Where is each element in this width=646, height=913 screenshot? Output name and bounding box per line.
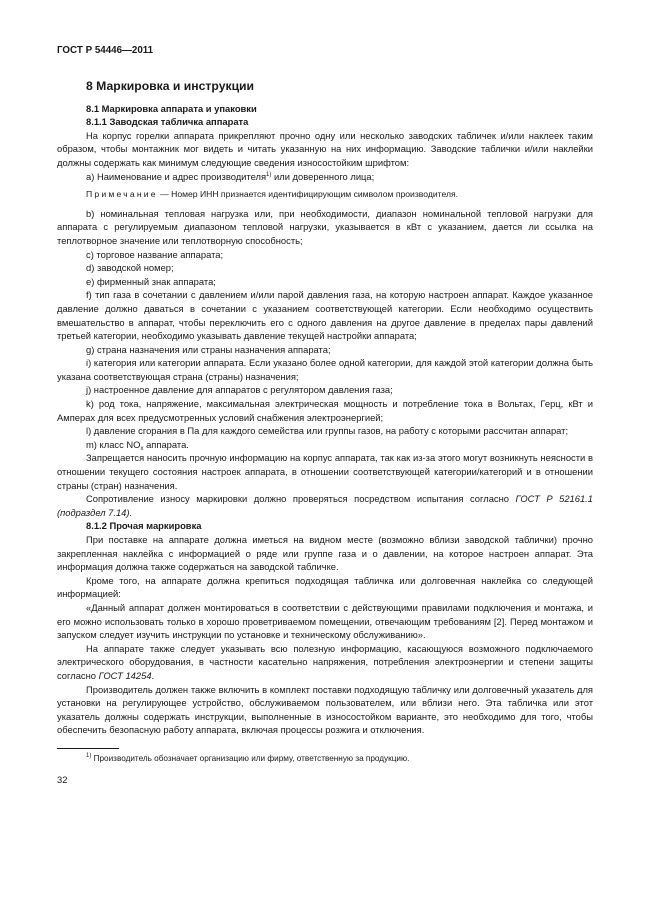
nox-subscript: x — [140, 445, 144, 452]
item-j: j) настроенное давление для аппаратов с регулятором давления газа; — [86, 384, 393, 396]
note-label: Примечание — [86, 189, 158, 200]
standard-reference: ГОСТ Р 52161.1 (подраздел 7.14). — [57, 493, 593, 518]
page-number: 32 — [57, 773, 68, 785]
subsection-8-1-2-heading: 8.1.2 Прочая маркировка — [86, 520, 202, 532]
note-text: — Номер ИНН признается идентифицирующим символом производителя. — [157, 189, 459, 200]
footnote-mark: 1) — [86, 752, 92, 759]
note — [57, 188, 593, 202]
useful-info-paragraph — [57, 642, 593, 683]
item-g: g) страна назначения или страны назначения аппарата; — [86, 343, 331, 355]
item-a-text-end: или доверенного лица; — [271, 170, 375, 182]
item-m-text-end: аппарата. — [143, 438, 189, 450]
quote-paragraph: «Данный аппарат должен монтироваться в соответствии с действующими правилами подключения и монтажа, и его можно использовать только в хорошо проветриваемом помещении, отвечающим требованиям [2]. Перед монтажом и запуском следует изучить инструкции по установке и техническому обслуживанию». — [57, 601, 593, 641]
forbid-paragraph: Запрещается наносить прочную информацию на корпус аппарата, так как из-за этого могут возникнуть неясности в отношении текущего состояния настроек аппарата, в отношении соответствующей категории/категорий и в отношении страны (стран) назначения. — [57, 452, 593, 491]
item-c: c) торговое название аппарата; — [86, 248, 224, 260]
supply-paragraph: При поставке на аппарате должна иметься на видном месте (возможно вблизи заводской таблички) прочно закрепленная наклейка с информацией о ряде или группе газа и о давлении, на которое настроен аппарат. Эта информация должна также содержаться на заводской табличке. — [57, 534, 593, 573]
useful-info-text: На аппарате также следует указывать всю полезную информацию, касающуюся возможного подключаемого электрического оборудования, в частности касательно напряжения, потребления электроэнергии и степени защиты согласно — [57, 642, 593, 681]
standard-reference-14254: ГОСТ 14254 — [98, 669, 152, 681]
item-m — [57, 438, 593, 452]
item-a — [57, 170, 593, 184]
item-b: b) номинальная тепловая нагрузка или, при необходимости, диапазон номинальной тепловой нагрузки для аппарата с регулируемым диапазоном тепловой нагрузки, указывается в кВт с указанием, дается ли ссылка на теплотворное значение или теплотворную способность; — [57, 207, 593, 246]
subsection-8-1-1-heading: 8.1.1 Заводская табличка аппарата — [86, 116, 249, 128]
item-m-text: m) класс NO — [86, 438, 141, 450]
manufacturer-paragraph: Производитель должен также включить в комплект поставки подходящую табличку или долговечный указатель для установки на регулирующее устройство, обслуживаемом пользователем, или вблизи него. Эта табличка или этот указатель должны содержать инструкции, выполненные в износостойком варианте, это необходимо для того, чтобы обеспечить безопасную работу аппарата, включая процессы розжига и отключения. — [57, 683, 593, 736]
footnote — [57, 753, 593, 764]
footnote-ref: 1) — [266, 171, 272, 178]
item-a-text: а) Наименование и адрес производителя — [86, 170, 267, 182]
document-id: ГОСТ Р 54446—2011 — [57, 45, 154, 56]
item-f: f) тип газа в сочетании с давлением и/или парой давления газа, на которую настроен аппарат. Каждое указанное давление должно даваться в сочетании с указанием соответствующей категории. Если необходимо осуществить вмешательство в аппарат, чтобы переключить его с одного давления на другое давление в пределах пары давлений третьей категории, необходимо указывать давление текущей настройки аппарата; — [57, 289, 593, 342]
resistance-text: Сопротивление износу маркировки должно проверяться посредством испытания согласно — [86, 493, 516, 505]
intro-paragraph: На корпус горелки аппарата прикрепляют прочно одну или несколько заводских табличек и/или наклеек таким образом, чтобы монтажник мог видеть и читать указанную на них информацию. Заводские таблички и/или наклейки должны содержать как минимум следующие сведения износостойким шрифтом: — [57, 129, 593, 168]
item-d: d) заводской номер; — [86, 262, 174, 274]
item-k: k) род тока, напряжение, максимальная электрическая мощность и потребление тока в Вольтах, Герц, кВт и Амперах для всех предусмотренных условий снабжения электроэнергией; — [57, 398, 593, 423]
useful-info-end: . — [151, 669, 155, 681]
section-title: 8 Маркировка и инструкции — [86, 78, 255, 93]
besides-paragraph: Кроме того, на аппарате должна крепиться подходящая табличка или долговечная наклейка со следующей информацией: — [57, 574, 593, 600]
footnote-divider — [57, 748, 119, 749]
item-i: i) категория или категории аппарата. Если указано более одной категории, для каждой этой категории должна быть указана соответствующая страна (страны) назначения; — [57, 357, 593, 382]
footnote-text: Производитель обозначает организацию или фирму, ответственную за продукцию. — [91, 753, 410, 763]
item-l: l) давление сгорания в Па для каждого семейства или группы газов, на работу с которыми рассчитан аппарат; — [86, 425, 569, 437]
document-page — [57, 44, 593, 787]
item-e: e) фирменный знак аппарата; — [86, 275, 216, 287]
resistance-paragraph — [57, 492, 593, 519]
subsection-8-1-heading: 8.1 Маркировка аппарата и упаковки — [86, 102, 257, 114]
